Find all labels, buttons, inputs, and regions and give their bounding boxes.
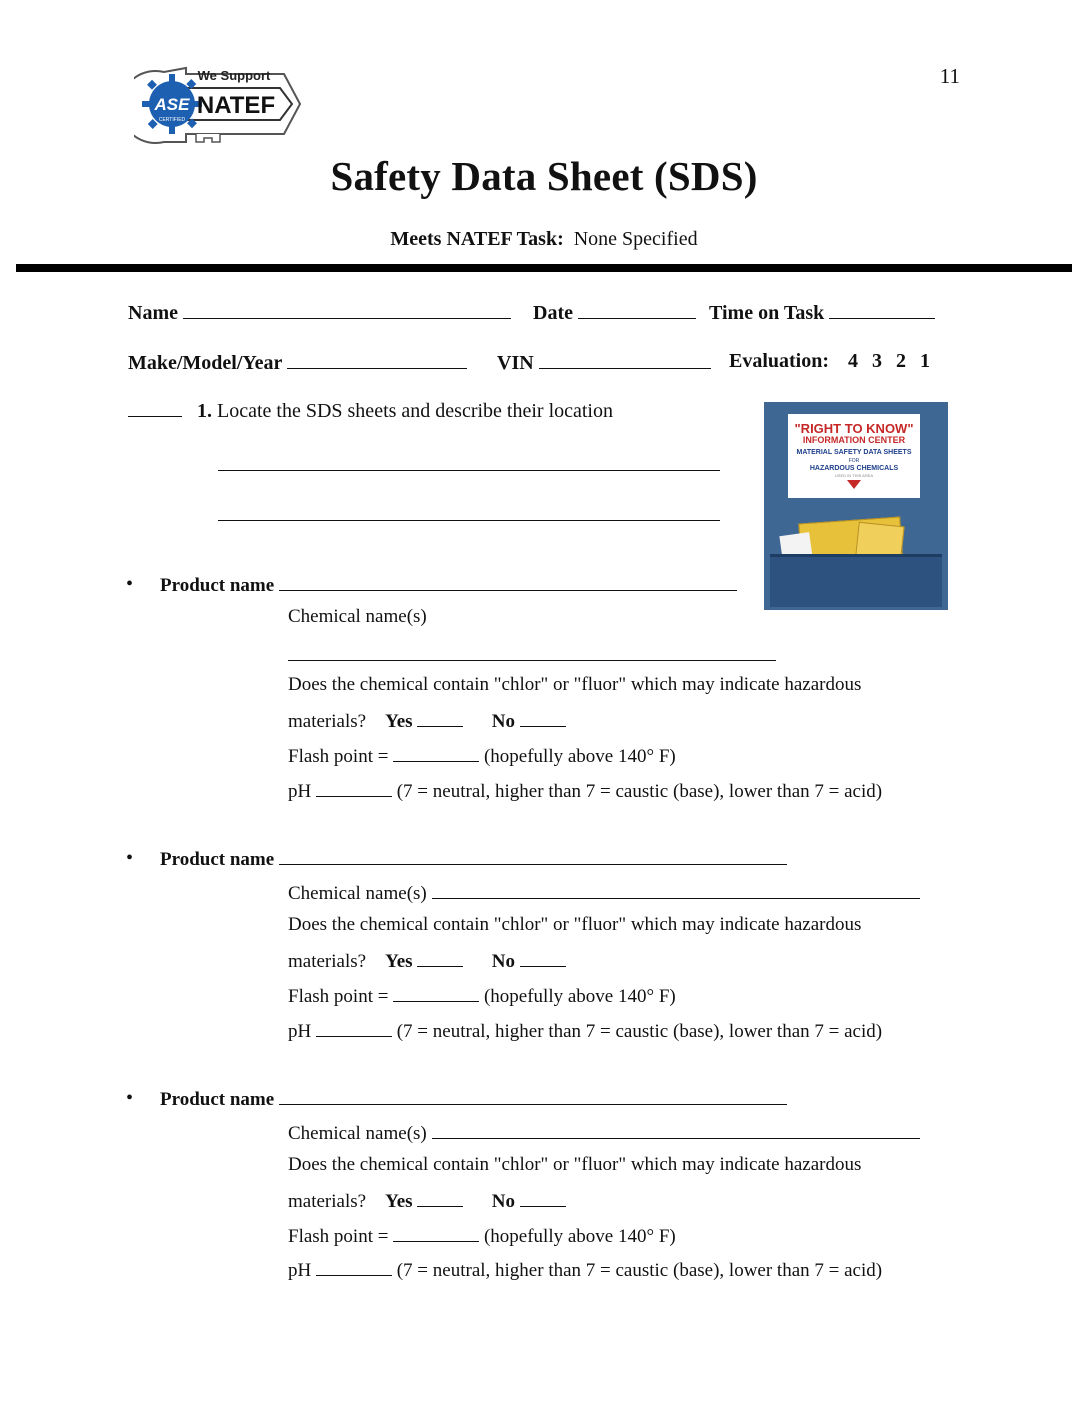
time-on-task-field [709, 300, 935, 325]
chemical-names-label: Chemical name(s) [288, 1123, 427, 1144]
product-name-label: Product name [160, 575, 275, 596]
yes-label: Yes [385, 1191, 413, 1212]
flash-point-note: (hopefully above 140° F) [483, 986, 676, 1007]
flash-point-blank[interactable] [393, 983, 479, 1002]
product-2-name [160, 846, 787, 871]
ph-blank[interactable] [316, 1018, 392, 1037]
yes-label: Yes [385, 711, 413, 732]
task-value: None Specified [573, 228, 698, 250]
product-1-question: Does the chemical contain "chlor" or "fluor" which may indicate hazardous [288, 674, 862, 695]
no-label: No [491, 711, 516, 732]
natef-logo [134, 58, 304, 146]
step-1-check-blank[interactable] [128, 398, 182, 417]
location-line-1[interactable] [218, 470, 720, 471]
ph-label: pH [288, 781, 312, 802]
product-1-yes-no [288, 708, 566, 733]
flash-point-blank[interactable] [393, 1223, 479, 1242]
yes-blank[interactable] [417, 708, 463, 727]
evaluation-field [729, 350, 930, 373]
materials-label: materials? [288, 1191, 367, 1212]
ph-note: (7 = neutral, higher than 7 = caustic (base), lower than 7 = acid) [396, 1260, 883, 1281]
product-3-question: Does the chemical contain "chlor" or "fluor" which may indicate hazardous [288, 1154, 862, 1175]
chemical-names-blank[interactable] [432, 1120, 920, 1139]
product-3-chemical [288, 1120, 920, 1145]
poster-line-4: FOR [848, 458, 860, 464]
evaluation-label: Evaluation: [729, 350, 830, 372]
step-1 [128, 398, 613, 423]
task-label: Meets NATEF Task: [390, 228, 564, 250]
name-label: Name [128, 302, 178, 324]
page-number: 11 [939, 64, 960, 88]
no-blank[interactable] [520, 948, 566, 967]
make-model-year-blank[interactable] [287, 350, 467, 369]
yes-blank[interactable] [417, 948, 463, 967]
right-to-know-poster-photo [764, 402, 948, 610]
score-1[interactable]: 1 [920, 350, 931, 372]
flash-point-label: Flash point = [288, 986, 389, 1007]
vin-blank[interactable] [539, 350, 711, 369]
flash-point-note: (hopefully above 140° F) [483, 1226, 676, 1247]
step-1-text: Locate the SDS sheets and describe their location [217, 400, 613, 422]
date-label: Date [533, 302, 573, 324]
down-arrow-icon [847, 480, 861, 489]
ph-note: (7 = neutral, higher than 7 = caustic (base), lower than 7 = acid) [396, 1021, 883, 1042]
time-on-task-label: Time on Task [709, 302, 825, 324]
score-2[interactable]: 2 [896, 350, 907, 372]
bullet: • [126, 573, 134, 595]
name-blank[interactable] [183, 300, 511, 319]
ph-note: (7 = neutral, higher than 7 = caustic (base), lower than 7 = acid) [396, 781, 883, 802]
vin-label: VIN [497, 352, 534, 374]
product-3-flash-point [288, 1223, 676, 1248]
poster-pocket [770, 554, 942, 607]
ph-blank[interactable] [316, 1257, 392, 1276]
svg-text:NATEF: NATEF [196, 92, 276, 119]
svg-text:CERTIFIED: CERTIFIED [158, 117, 186, 123]
product-name-blank[interactable] [279, 572, 737, 591]
make-model-year-label: Make/Model/Year [128, 352, 283, 374]
location-line-2[interactable] [218, 520, 720, 521]
name-field [128, 300, 511, 325]
date-field [533, 300, 696, 325]
header-divider [16, 264, 1072, 272]
product-3-yes-no [288, 1188, 566, 1213]
svg-text:ASE: ASE [154, 95, 190, 114]
date-blank[interactable] [578, 300, 696, 319]
product-2-chemical [288, 880, 920, 905]
product-2-yes-no [288, 948, 566, 973]
flash-point-label: Flash point = [288, 746, 389, 767]
natef-task [0, 228, 1088, 251]
ph-label: pH [288, 1260, 312, 1281]
ph-blank[interactable] [316, 778, 392, 797]
product-1-flash-point [288, 743, 676, 768]
product-1-name [160, 572, 737, 597]
product-name-label: Product name [160, 849, 275, 870]
page-title: Safety Data Sheet (SDS) [330, 153, 758, 199]
time-on-task-blank[interactable] [829, 300, 935, 319]
step-1-number: 1. [197, 400, 212, 422]
yes-label: Yes [385, 951, 413, 972]
product-1-chemical-blank[interactable] [288, 660, 776, 661]
product-2-flash-point [288, 983, 676, 1008]
bullet: • [126, 847, 134, 869]
product-2-ph [288, 1018, 882, 1043]
flash-point-label: Flash point = [288, 1226, 389, 1247]
poster-line-5: HAZARDOUS CHEMICALS [809, 465, 899, 472]
product-name-blank[interactable] [279, 1086, 787, 1105]
flash-point-blank[interactable] [393, 743, 479, 762]
bullet: • [126, 1087, 134, 1109]
ph-label: pH [288, 1021, 312, 1042]
materials-label: materials? [288, 951, 367, 972]
materials-label: materials? [288, 711, 367, 732]
vin-field [497, 350, 711, 375]
no-blank[interactable] [520, 708, 566, 727]
product-1-chemical-label: Chemical name(s) [288, 606, 427, 627]
flash-point-note: (hopefully above 140° F) [483, 746, 676, 767]
product-1-ph [288, 778, 882, 803]
no-label: No [491, 951, 516, 972]
product-3-name [160, 1086, 787, 1111]
poster-line-3: MATERIAL SAFETY DATA SHEETS [796, 449, 912, 456]
score-4[interactable]: 4 [848, 350, 859, 372]
chemical-names-blank[interactable] [432, 880, 920, 899]
no-blank[interactable] [520, 1188, 566, 1207]
product-name-blank[interactable] [279, 846, 787, 865]
score-3[interactable]: 3 [872, 350, 883, 372]
poster-line-2: INFORMATION CENTER [802, 435, 906, 445]
no-label: No [491, 1191, 516, 1212]
chemical-names-label: Chemical name(s) [288, 883, 427, 904]
yes-blank[interactable] [417, 1188, 463, 1207]
product-2-question: Does the chemical contain "chlor" or "fluor" which may indicate hazardous [288, 914, 862, 935]
svg-text:We Support: We Support [197, 68, 271, 83]
poster-line-1: "RIGHT TO KNOW" [794, 421, 914, 436]
product-3-ph [288, 1257, 882, 1282]
poster-line-6: USED IN THIS AREA [834, 473, 874, 478]
make-model-year-field [128, 350, 467, 375]
product-name-label: Product name [160, 1089, 275, 1110]
